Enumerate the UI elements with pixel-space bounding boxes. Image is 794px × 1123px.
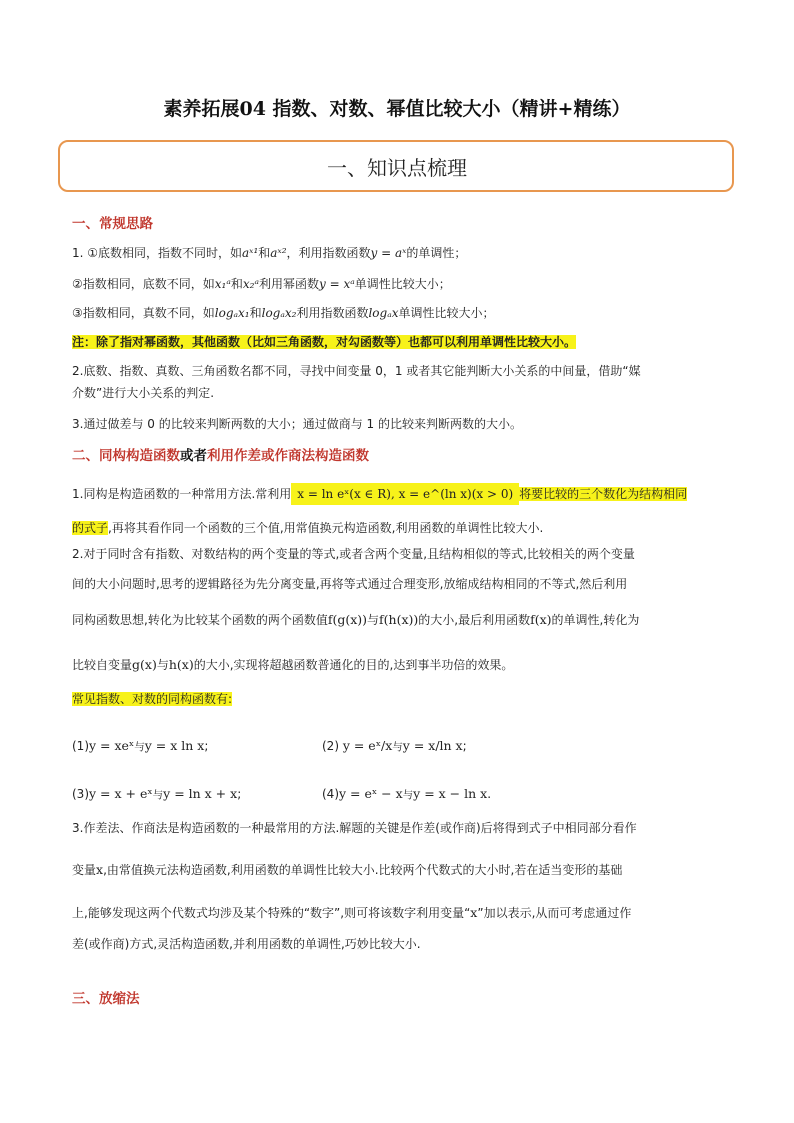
- heading-conventional: 一、常规思路: [72, 216, 153, 232]
- paragraph-2-2c: 同构函数思想,转化为比较某个函数的两个函数值f(g(x))与f(h(x))的大小,最后利用函数f(x)的单调性,转化为: [72, 612, 640, 627]
- paragraph-2-3c: 上,能够发现这两个代数式均涉及某个特殊的“数字”,则可将该数字利用变量“x”加以表示,从而可考虑通过作: [72, 905, 632, 920]
- common-isomorphic-label: 常见指数、对数的同构函数有:: [72, 692, 233, 706]
- paragraph-1-1: 1. ①底数相同，指数不同时，如aˣ¹和aˣ²，利用指数函数y = aˣ的单调性；: [72, 246, 467, 260]
- note-highlight: 注：除了指对幂函数，其他函数（比如三角函数，对勾函数等）也都可以利用单调性比较大小。: [72, 335, 577, 349]
- paragraph-2-3a: 3.作差法、作商法是构造函数的一种最常用的方法.解题的关键是作差(或作商)后将得到式子中相同部分看作: [72, 821, 637, 835]
- paragraph-2-3b: 变量x,由常值换元法构造函数,利用函数的单调性比较大小.比较两个代数式的大小时,若在适当变形的基础: [72, 862, 623, 877]
- paragraph-2-2b: 间的大小问题时,思考的逻辑路径为先分离变量,再将等式通过合理变形,放缩成结构相同的不等式,然后利用: [72, 577, 628, 591]
- paragraph-2-2d: 比较自变量g(x)与h(x)的大小,实现将超越函数普通化的目的,达到事半功倍的效果。: [72, 657, 514, 672]
- formula-identity: x = ln eˣ(x ∈ R), x = e^(ln x)(x > 0): [291, 483, 519, 505]
- formula-4: (4)y = eˣ − x与y = x − ln x.: [322, 786, 492, 801]
- formula-1: (1)y = xeˣ与y = x ln x;: [72, 738, 209, 753]
- paragraph-1-2: ②指数相同，底数不同，如x₁ᵃ和x₂ᵃ利用幂函数y = xᵃ单调性比较大小；: [72, 277, 451, 291]
- formula-3: (3)y = x + eˣ与y = ln x + x;: [72, 786, 242, 801]
- paragraph-1-4a: 2.底数、指数、真数、三角函数名都不同，寻找中间变量 0，1 或者其它能判断大小关系的中间量，借助“媒: [72, 364, 641, 378]
- section-header-title: 一、知识点梳理: [327, 156, 467, 180]
- paragraph-1-5: 3.通过做差与 0 的比较来判断两数的大小；通过做商与 1 的比较来判断两数的大小。: [72, 417, 522, 431]
- page-title: 素养拓展04 指数、对数、幂值比较大小（精讲+精练）: [163, 98, 631, 120]
- paragraph-2-1a: 1.同构是构造函数的一种常用方法.常利用 x = ln eˣ(x ∈ R), x = e^(ln x)(x > 0) 将要比较的三个数化为结构相同: [72, 483, 687, 505]
- paragraph-2-3d: 差(或作商)方式,灵活构造函数,并利用函数的单调性,巧妙比较大小.: [72, 937, 421, 951]
- heading-scaling: 三、放缩法: [72, 991, 140, 1007]
- paragraph-2-2a: 2.对于同时含有指数、对数结构的两个变量的等式,或者含两个变量,且结构相似的等式,比较相关的两个变量: [72, 547, 635, 561]
- heading-isomorphism: 二、同构构造函数或者利用作差或作商法构造函数: [72, 448, 369, 464]
- formula-2: (2) y = eˣ/x与y = x/ln x;: [322, 738, 467, 753]
- paragraph-1-4b: 介数”进行大小关系的判定.: [72, 386, 215, 400]
- paragraph-2-1b: 的式子,再将其看作同一个函数的三个值,用常值换元构造函数,利用函数的单调性比较大小.: [72, 521, 544, 535]
- paragraph-1-3: ③指数相同，真数不同，如logₐx₁和logₐx₂利用指数函数logₐx单调性比较大小；: [72, 306, 495, 320]
